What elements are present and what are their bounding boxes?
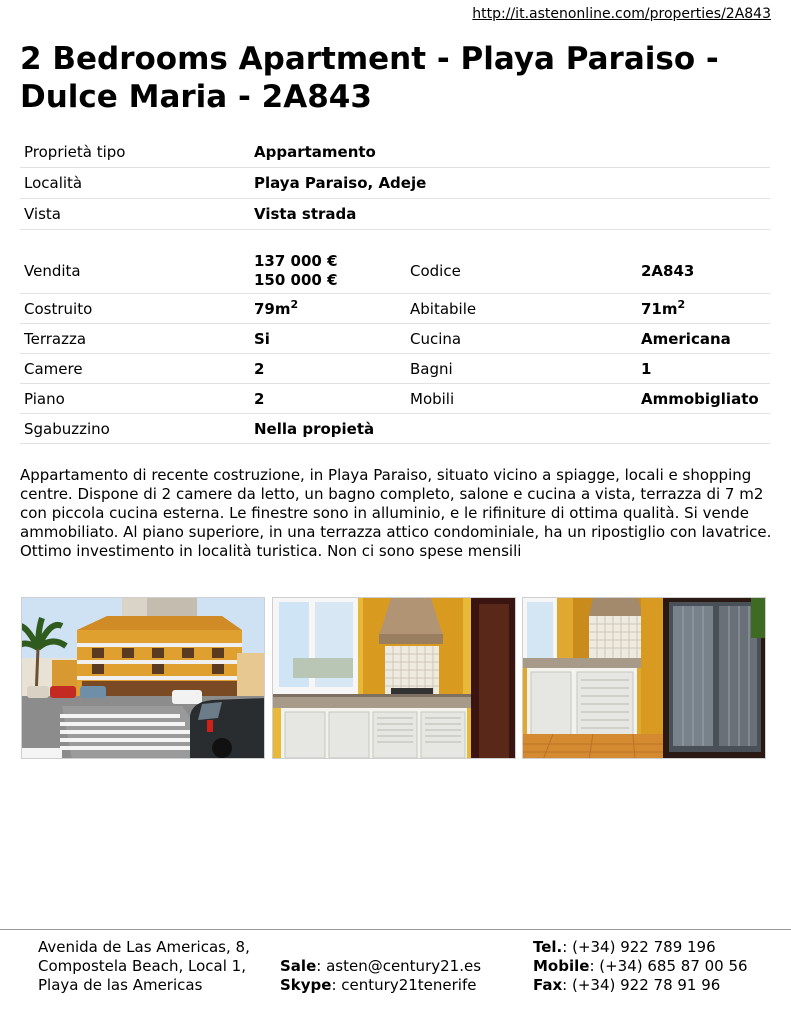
price-1: 137 000 € — [254, 252, 338, 270]
sgabuzzino-value: Nella propietà — [250, 414, 406, 444]
camere-label: Camere — [20, 354, 250, 384]
mobile-value: : (+34) 685 87 00 56 — [589, 957, 748, 975]
codice-label: Codice — [406, 249, 637, 294]
codice-value: 2A843 — [637, 249, 770, 294]
area-superscript: 2 — [290, 297, 299, 311]
table-row — [20, 354, 770, 384]
sale-label: Sale — [280, 957, 317, 975]
bagni-value: 1 — [637, 354, 770, 384]
phone-contacts — [533, 938, 748, 995]
bagni-label: Bagni — [406, 354, 637, 384]
property-details-table — [20, 137, 770, 230]
fax-label: Fax — [533, 976, 563, 994]
piano-value: 2 — [250, 384, 406, 414]
mobili-label: Mobili — [406, 384, 637, 414]
sale-value: : asten@century21.es — [316, 957, 482, 975]
table-row — [20, 199, 770, 230]
detail-label: Località — [20, 168, 250, 199]
terrazza-value: Si — [250, 324, 406, 354]
property-description: Appartamento di recente costruzione, in Playa Paraiso, situato vicino a spiagge, locali e shopping centre. Dispone di 2 camere da letto, un bagno completo, salone e cucina a vista, terrazza di 7 m2 con piccola cucina esterna. Le finestre sono in alluminio, e le rifiniture di ottima qualità. Si vende ammobiliato. Al piano superiore, in una terrazza attico condominiale, ha un ripostiglio con lavatrice. Ottimo investimento in località turistica. Non ci sono spese mensili — [20, 466, 772, 560]
sgabuzzino-label: Sgabuzzino — [20, 414, 250, 444]
address-line: Avenida de Las Americas, 8, — [38, 938, 250, 956]
property-specs-table — [20, 249, 770, 444]
camere-value: 2 — [250, 354, 406, 384]
tel-label: Tel. — [533, 938, 563, 956]
tel-value: : (+34) 922 789 196 — [562, 938, 716, 956]
table-row — [20, 137, 770, 168]
skype-label: Skype — [280, 976, 332, 994]
photo-kitchen-balcony[interactable] — [522, 597, 766, 759]
detail-value: Appartamento — [250, 137, 770, 168]
outdoor-kitchen-image — [273, 598, 516, 759]
cucina-label: Cucina — [406, 324, 637, 354]
detail-value: Playa Paraiso, Adeje — [250, 168, 770, 199]
photo-gallery — [21, 597, 769, 760]
office-address — [38, 938, 250, 995]
tel-contact — [533, 938, 748, 957]
piano-label: Piano — [20, 384, 250, 414]
contact-footer — [0, 929, 791, 1025]
table-row — [20, 249, 770, 294]
costruito-label: Costruito — [20, 294, 250, 324]
table-row — [20, 324, 770, 354]
price-2: 150 000 € — [254, 271, 338, 289]
mobili-value: Ammobigliato — [637, 384, 770, 414]
fax-value: : (+34) 922 78 91 96 — [562, 976, 721, 994]
skype-value: : century21tenerife — [331, 976, 477, 994]
price-cell — [250, 249, 406, 294]
vendita-label: Vendita — [20, 249, 250, 294]
table-row — [20, 384, 770, 414]
cucina-value: Americana — [637, 324, 770, 354]
email-skype-contacts — [280, 957, 481, 995]
mobile-contact — [533, 957, 748, 976]
skype-contact[interactable] — [280, 976, 481, 995]
detail-label: Proprietà tipo — [20, 137, 250, 168]
building-exterior-image — [22, 598, 265, 759]
terrazza-label: Terrazza — [20, 324, 250, 354]
kitchen-balcony-image — [523, 598, 766, 759]
abitabile-label: Abitabile — [406, 294, 637, 324]
costruito-cell — [250, 294, 406, 324]
mobile-label: Mobile — [533, 957, 590, 975]
abitabile-cell — [637, 294, 770, 324]
table-row — [20, 294, 770, 324]
detail-value: Vista strada — [250, 199, 770, 230]
detail-label: Vista — [20, 199, 250, 230]
fax-contact — [533, 976, 748, 995]
property-url-link[interactable]: http://it.astenonline.com/properties/2A843 — [472, 6, 771, 22]
address-line: Compostela Beach, Local 1, — [38, 957, 246, 975]
page-title: 2 Bedrooms Apartment - Playa Paraiso - Dulce Maria - 2A843 — [20, 41, 719, 115]
address-line: Playa de las Americas — [38, 976, 203, 994]
costruito-value: 79m — [254, 299, 291, 318]
photo-outdoor-kitchen[interactable] — [272, 597, 516, 759]
table-row — [20, 168, 770, 199]
photo-building-exterior[interactable] — [21, 597, 265, 759]
area-superscript: 2 — [677, 297, 686, 311]
table-row — [20, 414, 770, 444]
abitabile-value: 71m — [641, 299, 678, 318]
sale-email[interactable] — [280, 957, 481, 976]
